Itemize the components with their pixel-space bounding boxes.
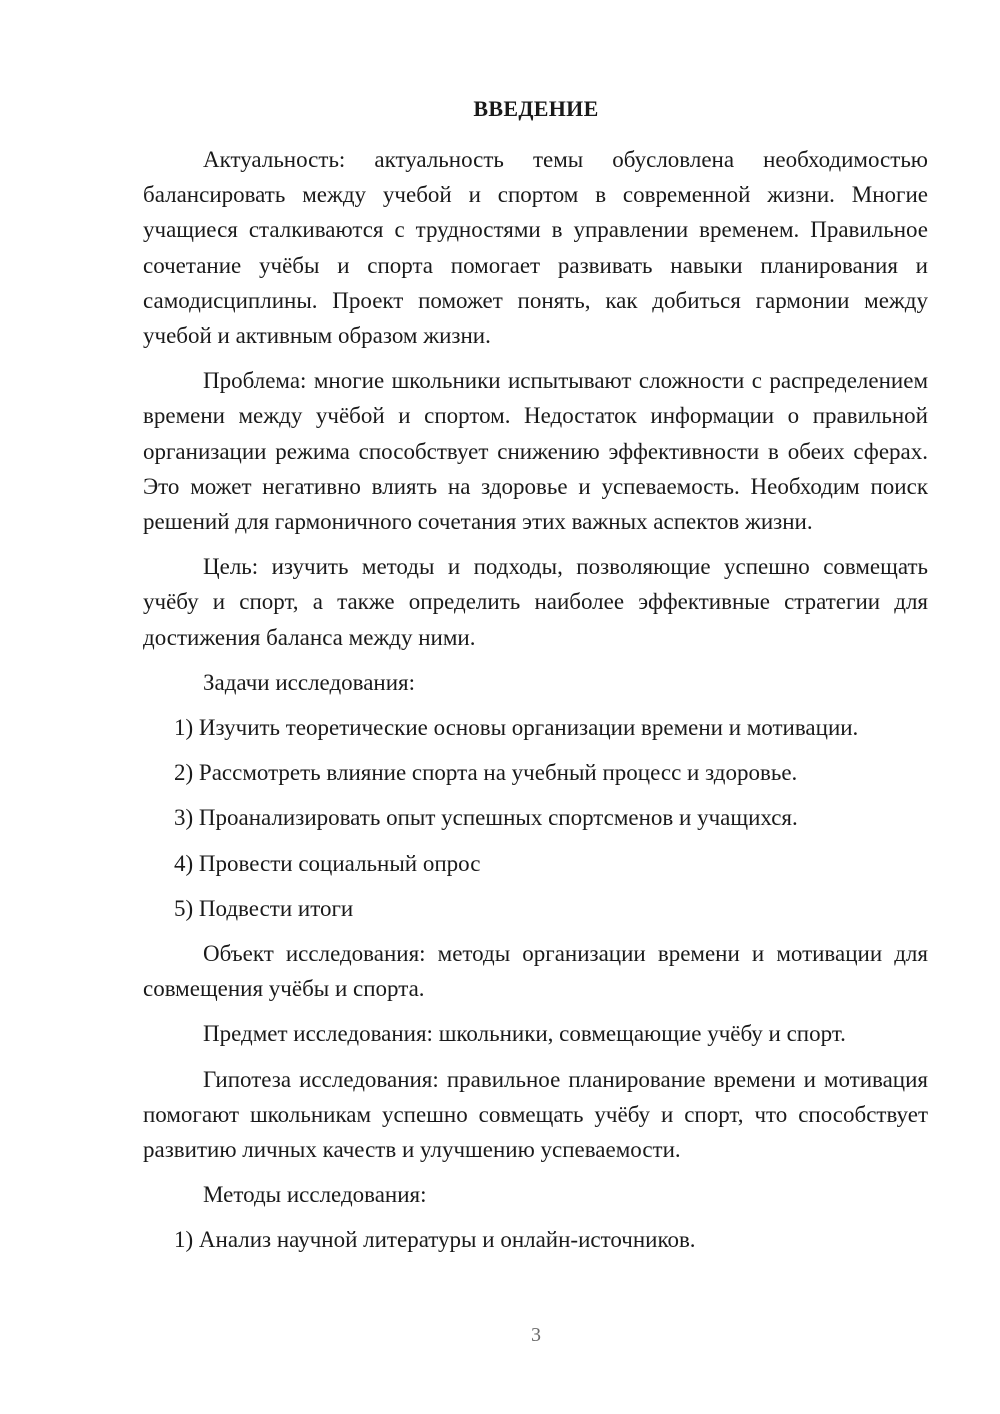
method-item: 1) Анализ научной литературы и онлайн-источников. [174,1227,696,1253]
paragraph-goal: Цель: изучить методы и подходы, позволяющие успешно совмещать учёбу и спорт, а также определить наиболее эффективные стратегии для достижения баланса между ними. [143,554,928,650]
task-item: 1) Изучить теоретические основы организации времени и мотивации. [174,715,859,741]
paragraph-tasks-heading: Задачи исследования: [203,669,416,695]
task-item: 4) Провести социальный опрос [174,850,481,876]
paragraph-subject: Предмет исследования: школьники, совмещающие учёбу и спорт. [203,1021,846,1047]
task-item: 3) Проанализировать опыт успешных спортсменов и учащихся. [174,805,798,831]
paragraph-hypothesis: Гипотеза исследования: правильное планирование времени и мотивация помогают школьникам успешно совмещать учёбу и спорт, что способствует развитию личных качеств и улучшению успеваемости. [143,1066,928,1163]
paragraph-object: Объект исследования: методы организации времени и мотивации для совмещения учёбы и спорта. [143,941,928,1002]
task-item: 5) Подвести итоги [174,895,354,921]
page-title: ВВЕДЕНИЕ [473,96,599,121]
paragraph-methods-heading: Методы исследования: [203,1182,427,1208]
task-item: 2) Рассмотреть влияние спорта на учебный процесс и здоровье. [174,760,798,786]
document-body [143,142,928,1268]
page-number: 3 [531,1324,541,1346]
paragraph-problem: Проблема: многие школьники испытывают сложности с распределением времени между учёбой и спортом. Недостаток информации о правильной организации режима способствует снижению эффективности в обеих сферах. Это может негативно влиять на здоровье и успеваемость. Необходим поиск решений для гармоничного сочетания этих важных аспектов жизни. [143,368,928,535]
paragraph-relevance: Актуальность: актуальность темы обусловлена необходимостью балансировать между учебой и спортом в современной жизни. Многие учащиеся сталкиваются с трудностями в управлении временем. Правильное сочетание учёбы и спорта помогает развивать навыки планирования и самодисциплины. Проект поможет понять, как добиться гармонии между учебой и активным образом жизни. [143,147,928,349]
